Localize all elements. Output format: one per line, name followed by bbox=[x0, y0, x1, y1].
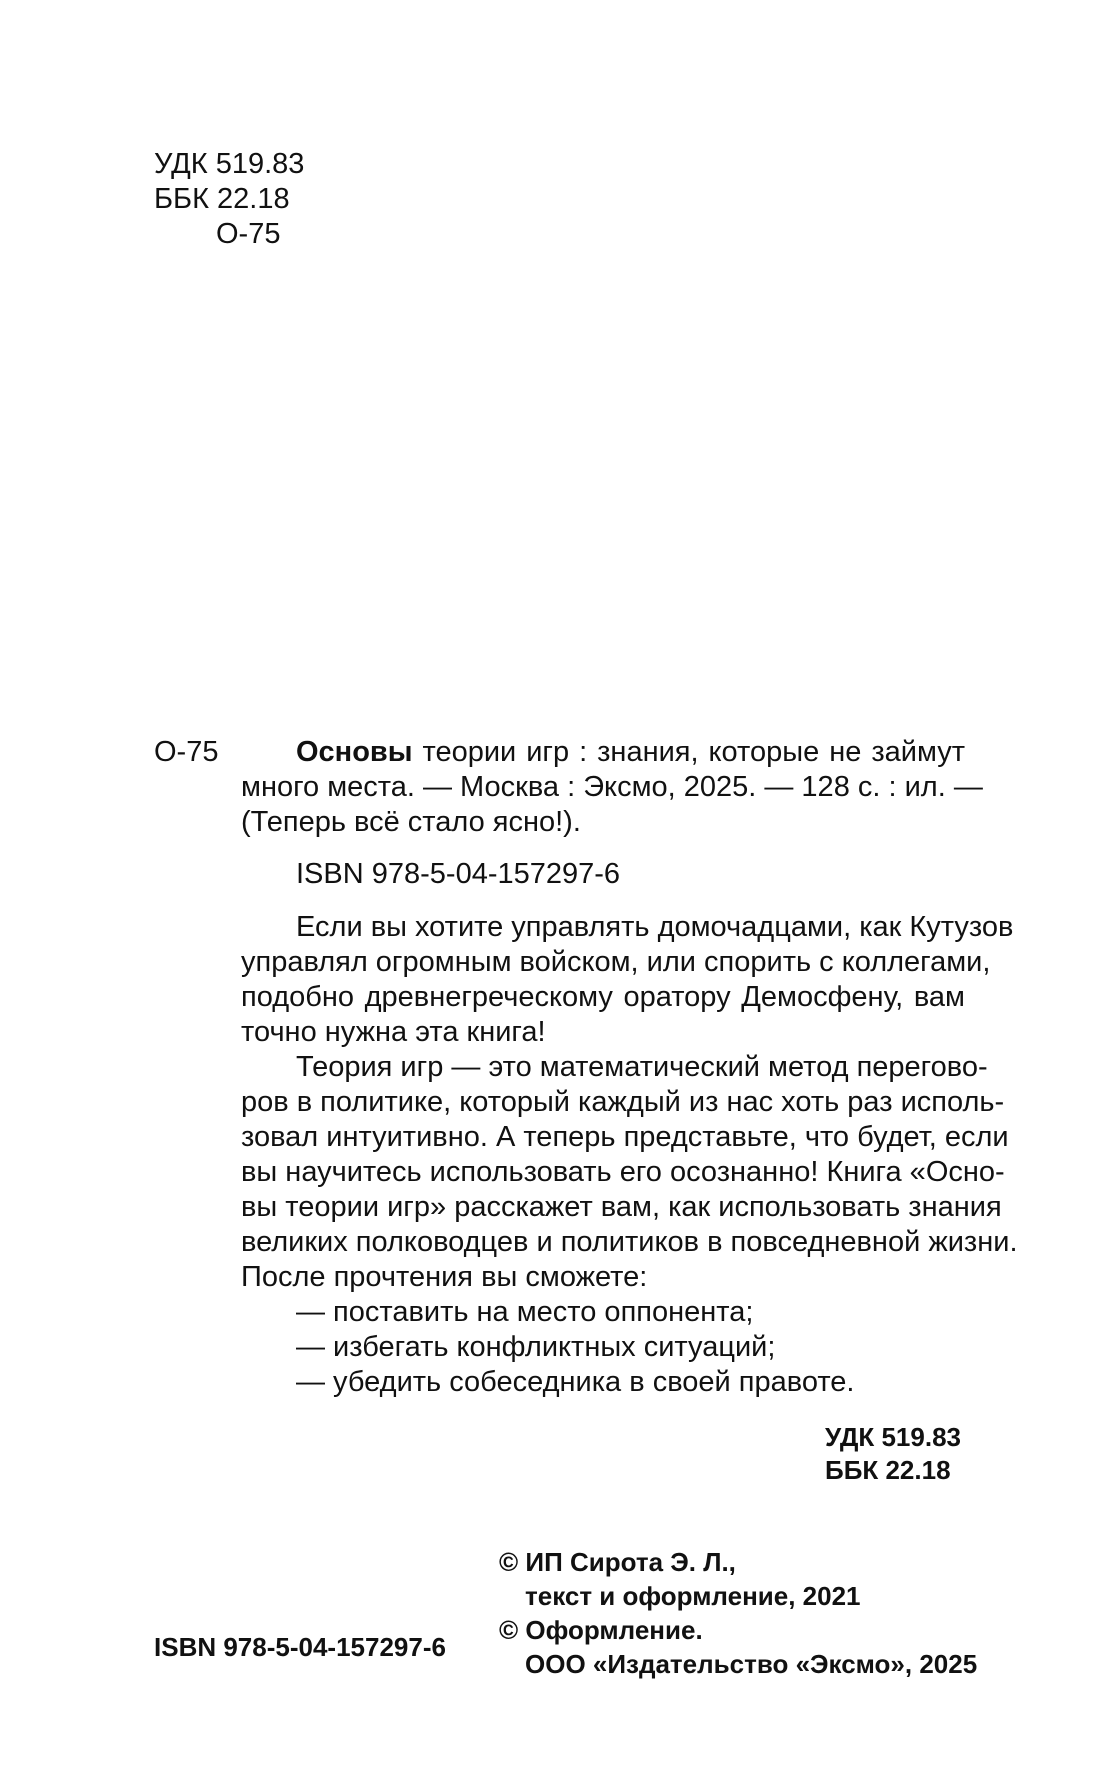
annotation-line: управлял огромным войском, или спорить с коллегами, bbox=[241, 946, 991, 978]
book-title-bold: Основы bbox=[296, 736, 413, 768]
list-item: — поставить на место оппонента; bbox=[296, 1296, 754, 1328]
bib-line-1 bbox=[241, 735, 965, 770]
annotation-line: Если вы хотите управлять домочадцами, как Кутузов bbox=[296, 911, 1014, 943]
annotation-line: После прочтения вы сможете: bbox=[241, 1261, 648, 1293]
copyright-block bbox=[499, 1545, 977, 1681]
copyright-line: © Оформление. bbox=[499, 1615, 703, 1645]
annotation-line: подобно древнегреческому оратору Демосфену, вам bbox=[241, 981, 965, 1013]
bib-line-3: (Теперь всё стало ясно!). bbox=[241, 806, 581, 838]
footer-classification-codes bbox=[825, 1421, 961, 1487]
footer-udk-code: УДК 519.83 bbox=[825, 1422, 961, 1452]
author-mark: О-75 bbox=[216, 218, 281, 250]
annotation bbox=[241, 910, 1018, 1400]
footer-bbk-code: ББК 22.18 bbox=[825, 1455, 951, 1485]
annotation-line: вы теории игр» расскажет вам, как использовать знания bbox=[241, 1191, 1002, 1223]
header-classification-codes bbox=[154, 147, 304, 252]
bibliographic-entry bbox=[241, 735, 983, 840]
copyright-line: текст и оформление, 2021 bbox=[525, 1581, 861, 1611]
list-item: — избегать конфликтных ситуаций; bbox=[296, 1331, 776, 1363]
entry-author-mark: О-75 bbox=[154, 736, 219, 768]
annotation-line: Теория игр — это математический метод перегово- bbox=[296, 1051, 988, 1083]
isbn-footer: ISBN 978-5-04-157297-6 bbox=[154, 1632, 446, 1662]
bib-line-2: много места. — Москва : Эксмо, 2025. — 128 с. : ил. — bbox=[241, 771, 983, 803]
annotation-line: ров в политике, который каждый из нас хоть раз исполь- bbox=[241, 1086, 1005, 1118]
copyright-line: © ИП Сирота Э. Л., bbox=[499, 1547, 736, 1577]
annotation-line: точно нужна эта книга! bbox=[241, 1016, 546, 1048]
copyright-line: ООО «Издательство «Эксмо», 2025 bbox=[525, 1649, 978, 1679]
annotation-line: вы научитесь использовать его осознанно! Книга «Осно- bbox=[241, 1156, 1005, 1188]
bib-line-1-rest: теории игр : знания, которые не займут bbox=[412, 736, 965, 768]
annotation-line: великих полководцев и политиков в повседневной жизни. bbox=[241, 1226, 1018, 1258]
bbk-code: ББК 22.18 bbox=[154, 183, 290, 215]
annotation-line: зовал интуитивно. А теперь представьте, что будет, если bbox=[241, 1121, 1009, 1153]
isbn-entry: ISBN 978-5-04-157297-6 bbox=[296, 858, 621, 890]
list-item: — убедить собеседника в своей правоте. bbox=[296, 1366, 855, 1398]
udk-code: УДК 519.83 bbox=[154, 148, 305, 180]
